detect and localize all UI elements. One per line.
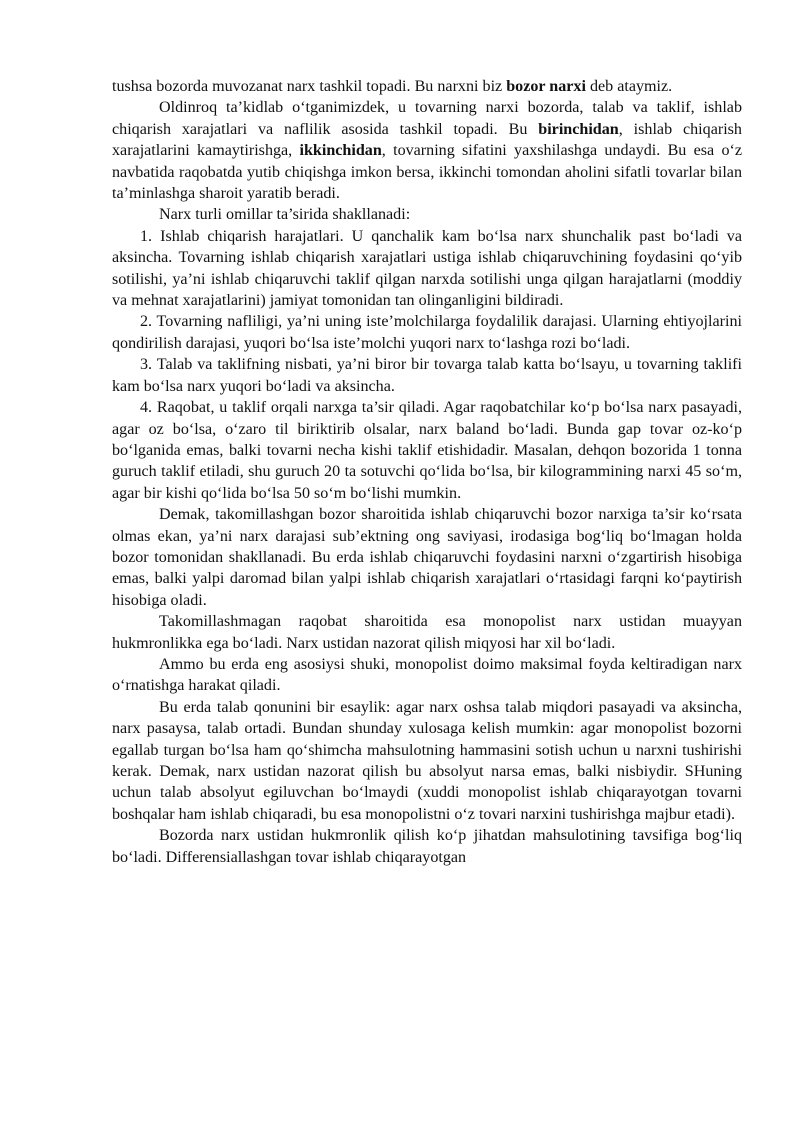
term-ikkinchidan: ikkinchidan — [299, 142, 382, 160]
term-birinchidan: birinchidan — [538, 120, 619, 138]
paragraph-product-description: Bozorda narx ustidan hukmronlik qilish ko‘p jihatdan mahsulotining tavsifiga bog‘liq bo‘ladi. Differensiallashgan tovar ishlab chiqarayotgan — [112, 827, 742, 866]
paragraph-factors-intro: Narx turli omillar ta’sirida shakllanadi: — [159, 206, 411, 224]
paragraph-demand-law: Bu erda talab qonunini bir esaylik: agar narx oshsa talab miqdori pasayadi va aksincha, narx pasaysa, talab ortadi. Bundan shunday xulosaga kelish mumkin: agar monopolist bozorni egallab turgan bo‘lsa ham qo‘shimcha mahsulotning hammasini sotish uchun u narxni tushirishi kerak. Demak, narx ustidan nazorat qilish bu absolyut narsa emas, balki nisbiydir. SHuning uchun talab absolyut egiluvchan bo‘lmaydi (xuddi monopolist ishlab chiqarayotgan tovarni boshqalar ham ishlab chiqaradi, bu esa monopolistni o‘z tovari narxini tushirishga majbur etadi). — [112, 698, 742, 823]
list-item: 2. Tovarning nafliligi, ya’ni uning iste’molchilarga foydalilik darajasi. Ularning ehtiyojlarini qondirilish darajasi, yuqori bo‘lsa iste’molchi yuqori narx to‘lashga rozi bo‘ladi. — [112, 313, 742, 352]
paragraph-max-profit: Ammo bu erda eng asosiysi shuki, monopolist doimo maksimal foyda keltiradigan narx o‘rnatishga harakat qiladi. — [112, 655, 742, 695]
term-bozor-narxi: bozor narxi — [506, 78, 586, 95]
list-item: 3. Talab va taklifning nisbati, ya’ni biror bir tovarga talab katta bo‘lsayu, u tovarning taklifi kam bo‘lsa narx yuqori bo‘ladi va aksincha. — [112, 356, 742, 395]
list-item: 4. Raqobat, u taklif orqali narxga ta’sir qiladi. Agar raqobatchilar ko‘p bo‘lsa narx pasayadi, agar oz bo‘lsa, o‘zaro til biriktirib olsalar, narx baland bo‘ladi. Bunda gap tovar oz-ko‘p bo‘lganida emas, balki tovarni necha kishi taklif etishidadir. Masalan, dehqon bozorida 1 tonna guruch taklif etiladi, shu guruch 20 ta sotuvchi qo‘lida bo‘lsa, bir kilogrammining narxi 45 so‘m, agar bir kishi qo‘lida bo‘lsa 50 so‘m bo‘lishi mumkin. — [112, 399, 742, 502]
factors-list — [112, 226, 742, 504]
paragraph-market-price: tushsa bozorda muvozanat narx tashkil topadi. Bu narxni biz bozor narxi deb ataymiz. — [112, 78, 673, 95]
paragraph-perfect-competition: Demak, takomillashgan bozor sharoitida ishlab chiqaruvchi bozor narxiga ta’sir ko‘rsata olmas ekan, ya’ni narx darajasi sub’ektning ong saviyasi, irodasiga bog‘liq bo‘lmagan holda bozor tomonidan shakllanadi. Bu erda ishlab chiqaruvchi foydasini narxni o‘zgartirish hisobiga emas, balki yalpi daromad bilan yalpi ishlab chiqarish xarajatlari o‘rtasidagi farqni ko‘paytirish hisobiga oladi. — [112, 506, 742, 609]
paragraph-monopolist-control: Takomillashmagan raqobat sharoitida esa monopolist narx ustidan muayyan hukmronlikka ega bo‘ladi. Narx ustidan nazorat qilish miqyosi har xil bo‘ladi. — [112, 613, 742, 652]
paragraph-price-formation: Oldinroq ta’kidlab o‘tganimizdek, u tovarning narxi bozorda, talab va taklif, ishlab chiqarish xarajatlari va naflilik asosida tashkil topadi. Bu birinchidan, ishlab chiqarish xarajatlarini kamaytirishga, ikkinchidan, tovarning sifatini yaxshilashga undaydi. Bu esa o‘z navbatida raqobatda yutib chiqishga imkon bersa, ikkinchi tomondan aholini sifatli tovarlar bilan ta’minlashga sharoit yaratib beradi. — [112, 99, 742, 203]
document-page — [112, 76, 742, 868]
list-item: 1. Ishlab chiqarish harajatlari. U qanchalik kam bo‘lsa narx shunchalik past bo‘ladi va aksincha. Tovarning ishlab chiqarish xarajatlari ustiga ishlab chiqaruvchining foydasini qo‘yib sotilishi, ya’ni ishlab chiqaruvchi taklif qilgan narxda sotilishi unga qilgan harajatlarni (moddiy va mehnat xarajatlarini) jamiyat tomonidan tan olinganligini bildiradi. — [112, 227, 742, 310]
